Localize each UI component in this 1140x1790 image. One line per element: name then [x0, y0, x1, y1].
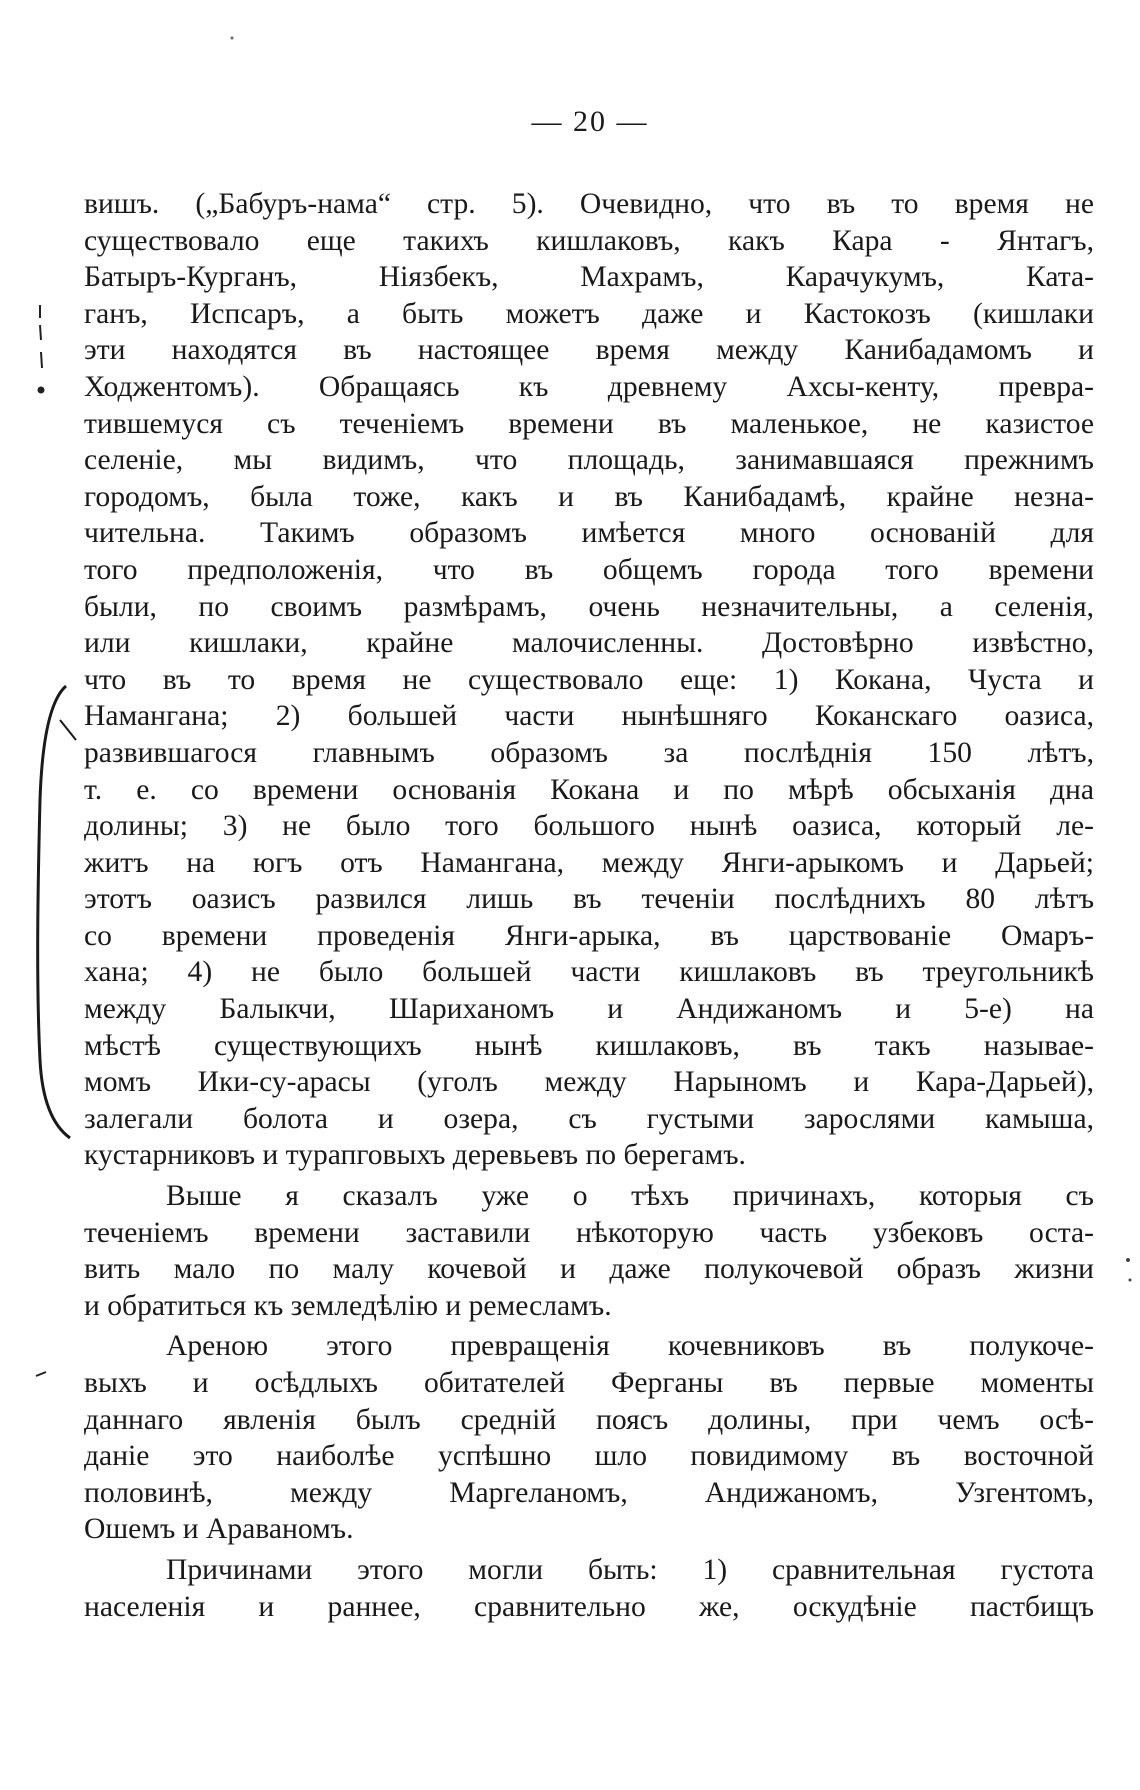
- text-line: что въ то время не существовало еще: 1) Кокана, Чуста и: [84, 663, 1094, 696]
- text-line: чительна. Такимъ образомъ имѣется много основаній для: [84, 517, 1094, 550]
- text-line: того предположенія, что въ общемъ города того времени: [84, 553, 1094, 586]
- text-line: вить мало по малу кочевой и даже полукочевой образъ жизни: [84, 1253, 1094, 1286]
- text-line: существовало еще такихъ кишлаковъ, какъ Кара - Янтагъ,: [84, 224, 1094, 257]
- text-line: Батыръ-Курганъ, Ніязбекъ, Махрамъ, Карачукумъ, Ката-: [84, 261, 1094, 294]
- body-text: [84, 186, 1094, 1625]
- text-line: ганъ, Испсаръ, а быть можетъ даже и Кастокозъ (кишлаки: [84, 297, 1094, 330]
- paragraph-3: [84, 1328, 1094, 1548]
- text-line: эти находятся въ настоящее время между Канибадамомъ и: [84, 334, 1094, 367]
- text-line: Причинами этого могли быть: 1) сравнительная густота: [166, 1553, 1094, 1586]
- text-line: Намангана; 2) большей части нынѣшняго Коканскаго оазиса,: [84, 700, 1094, 733]
- text-line: выхъ и осѣдлыхъ обитателей Ферганы въ первые моменты: [84, 1367, 1094, 1399]
- text-line: городомъ, была тоже, какъ и въ Канибадамѣ, крайне незна-: [84, 480, 1094, 513]
- text-line: половинѣ, между Маргеланомъ, Андижаномъ, Узгентомъ,: [84, 1476, 1094, 1509]
- text-line: тившемуся съ теченіемъ времени въ маленькое, не казистое: [84, 407, 1094, 440]
- text-line: Ошемъ и Араваномъ.: [84, 1513, 354, 1546]
- text-line: вишъ. („Бабуръ-нама“ стр. 5). Очевидно, что въ то время не: [84, 188, 1094, 220]
- text-line: развившагося главнымъ образомъ за послѣднія 150 лѣтъ,: [84, 736, 1094, 769]
- text-line: долины; 3) не было того большого нынѣ оазиса, который ле-: [84, 810, 1094, 843]
- text-line: со времени проведенія Янги-арыка, въ царствованіе Омаръ-: [84, 919, 1094, 952]
- text-line: были, по своимъ размѣрамъ, очень незначительны, а селенія,: [84, 590, 1094, 623]
- text-line: даннаго явленія былъ средній поясъ долины, при чемъ осѣ-: [84, 1403, 1094, 1436]
- text-line: мѣстѣ существующихъ нынѣ кишлаковъ, въ такъ называе-: [84, 1029, 1094, 1062]
- text-line: даніе это наиболѣе успѣшно шло повидимому въ восточной: [84, 1440, 1094, 1473]
- text-line: Ходжентомъ). Обращаясь къ древнему Ахсы-кенту, превра-: [84, 370, 1094, 403]
- page-number: — 20 —: [531, 105, 649, 138]
- paragraph-1: [84, 186, 1094, 1174]
- text-line: т. е. со времени основанія Кокана и по мѣрѣ обсыханія дна: [84, 773, 1094, 806]
- text-line: Выше я сказалъ уже о тѣхъ причинахъ, которыя съ: [166, 1180, 1094, 1213]
- text-line: житъ на югъ отъ Намангана, между Янги-арыкомъ и Дарьей;: [84, 846, 1094, 879]
- text-line: теченіемъ времени заставили нѣкоторую часть узбековъ оста-: [84, 1216, 1094, 1249]
- text-line: или кишлаки, крайне малочисленны. Достовѣрно извѣстно,: [84, 627, 1094, 660]
- text-line: и обратиться къ земледѣлію и ремесламъ.: [84, 1289, 612, 1322]
- text-line: селеніе, мы видимъ, что площадь, занимавшаяся прежнимъ: [84, 444, 1094, 477]
- paragraph-4: [84, 1552, 1094, 1625]
- text-line: момъ Ики-су-арасы (уголъ между Нарыномъ и Кара-Дарьей),: [84, 1066, 1094, 1099]
- text-line: населенія и раннее, сравнительно же, оскудѣніе пастбищъ: [84, 1590, 1094, 1623]
- paragraph-2: [84, 1178, 1094, 1324]
- text-line: залегали болота и озера, съ густыми зарослями камыша,: [84, 1102, 1094, 1135]
- text-line: хана; 4) не было большей части кишлаковъ въ треугольникѣ: [84, 956, 1094, 989]
- text-line: между Балыкчи, Шариханомъ и Андижаномъ и 5-е) на: [84, 993, 1094, 1026]
- text-line: кустарниковъ и турапговыхъ деревьевъ по берегамъ.: [84, 1139, 746, 1172]
- text-line: Ареною этого превращенія кочевниковъ въ полукоче-: [166, 1330, 1094, 1363]
- text-line: этотъ оазисъ развился лишь въ теченіи послѣднихъ 80 лѣтъ: [84, 883, 1094, 916]
